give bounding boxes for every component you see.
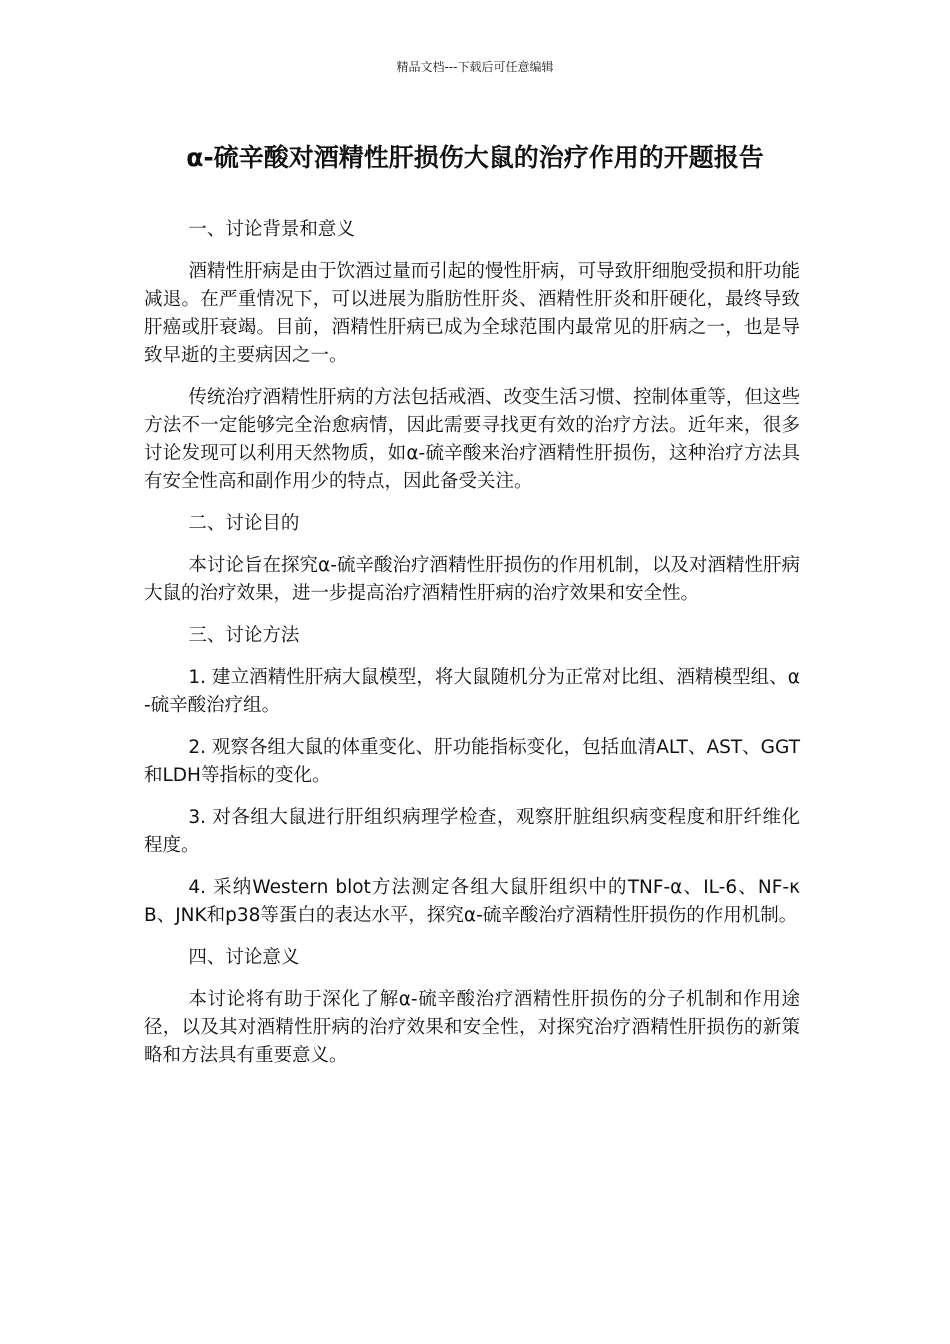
method-item: 4. 采纳Western blot方法测定各组大鼠肝组织中的TNF-α、IL-6、NF-κB、JNK和p38等蛋白的表达水平，探究α-硫辛酸治疗酒精性肝损伤的作用机制。 bbox=[144, 877, 800, 926]
section-heading-background: 一、讨论背景和意义 bbox=[188, 219, 355, 240]
document-title: α-硫辛酸对酒精性肝损伤大鼠的治疗作用的开题报告 bbox=[186, 143, 764, 172]
paragraph: 传统治疗酒精性肝病的方法包括戒酒、改变生活习惯、控制体重等，但这些方法不一定能够完全治愈病情，因此需要寻找更有效的治疗方法。近年来，很多讨论发现可以利用天然物质，如α-硫辛酸来治疗酒精性肝损伤，这种治疗方法具有安全性高和副作用少的特点，因此备受关注。 bbox=[144, 387, 800, 492]
method-item: 3. 对各组大鼠进行肝组织病理学检查，观察肝脏组织病变程度和肝纤维化程度。 bbox=[144, 807, 800, 856]
section-heading-significance: 四、讨论意义 bbox=[188, 947, 300, 968]
header-note: 精品文档---下载后可任意编辑 bbox=[396, 60, 554, 74]
document-body bbox=[144, 216, 800, 1084]
method-item: 2. 观察各组大鼠的体重变化、肝功能指标变化，包括血清ALT、AST、GGT和LDH等指标的变化。 bbox=[144, 737, 800, 786]
section-heading-purpose: 二、讨论目的 bbox=[188, 513, 300, 534]
paragraph: 本讨论将有助于深化了解α-硫辛酸治疗酒精性肝损伤的分子机制和作用途径，以及其对酒精性肝病的治疗效果和安全性，对探究治疗酒精性肝损伤的新策略和方法具有重要意义。 bbox=[144, 989, 800, 1066]
method-item: 1. 建立酒精性肝病大鼠模型，将大鼠随机分为正常对比组、酒精模型组、α-硫辛酸治疗组。 bbox=[144, 667, 800, 716]
paragraph: 本讨论旨在探究α-硫辛酸治疗酒精性肝损伤的作用机制，以及对酒精性肝病大鼠的治疗效果，进一步提高治疗酒精性肝病的治疗效果和安全性。 bbox=[144, 555, 800, 604]
paragraph: 酒精性肝病是由于饮酒过量而引起的慢性肝病，可导致肝细胞受损和肝功能减退。在严重情况下，可以进展为脂肪性肝炎、酒精性肝炎和肝硬化，最终导致肝癌或肝衰竭。目前，酒精性肝病已成为全球范围内最常见的肝病之一，也是导致早逝的主要病因之一。 bbox=[144, 261, 800, 366]
section-heading-methods: 三、讨论方法 bbox=[188, 625, 300, 646]
